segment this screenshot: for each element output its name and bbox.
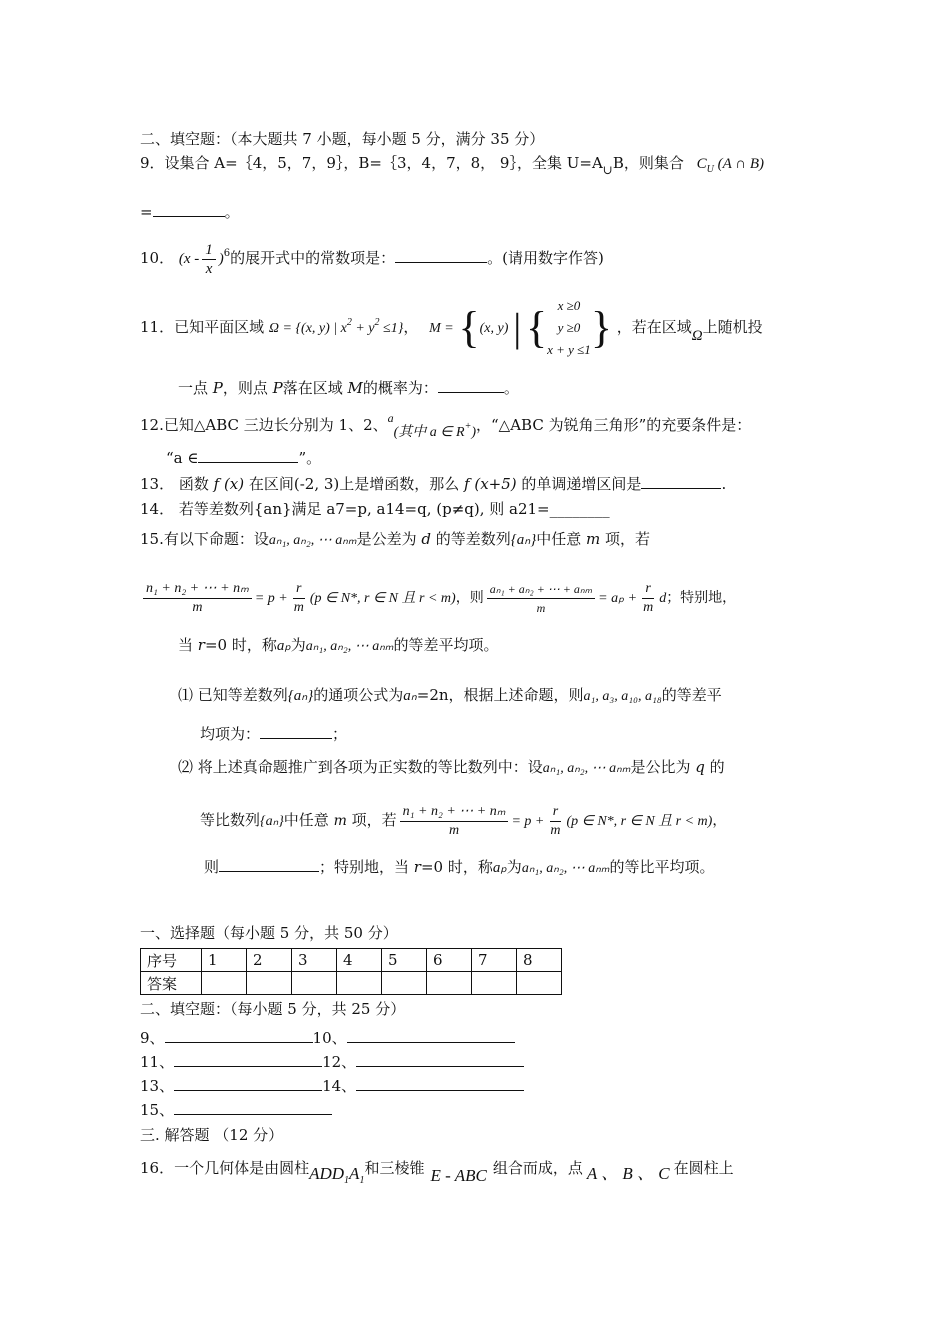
answer-cell[interactable] bbox=[427, 972, 472, 995]
answer-cell[interactable] bbox=[202, 972, 247, 995]
answer-cell[interactable] bbox=[337, 972, 382, 995]
q9-blank[interactable] bbox=[153, 200, 225, 217]
fill-row: 11、 12、 bbox=[140, 1050, 524, 1073]
q12-blank[interactable] bbox=[198, 446, 298, 463]
q11-blank[interactable] bbox=[438, 376, 504, 393]
answer-cell[interactable] bbox=[382, 972, 427, 995]
question-15-part1: ⑴ 已知等差数列{aₙ}的通项公式为aₙ=2n，根据上述命题，则a₁, a₃, a₁₀, a₁₈的等差平 bbox=[178, 686, 722, 704]
answer-table-num: 4 bbox=[337, 949, 382, 972]
answer-table-num: 6 bbox=[427, 949, 472, 972]
question-15-formula: $\frac{\text{n₁ + n₂ + ⋯ + nₘ}}{m}$ = p + $\frac{r}{m}$ (p ∈ N*, r ∈ N 且 r < m)，则 $\frac{\text{aₙ₁ + aₙ₂ + ⋯ + aₙₘ}}{m}$ = aₚ + $\frac{r}{m}$ d；特别地， bbox=[140, 578, 736, 619]
answer-table-num: 3 bbox=[292, 949, 337, 972]
answer-table bbox=[140, 948, 562, 995]
answer-cell[interactable] bbox=[472, 972, 517, 995]
q16-cylinder: $ADD_1A_1$ bbox=[309, 1164, 365, 1186]
answer-table-answer-row bbox=[141, 972, 562, 995]
question-9-answer-line: = 。 bbox=[140, 200, 240, 223]
question-15-part2: ⑵ 将上述真命题推广到各项为正实数的等比数列中：设aₙ₁, aₙ₂, ⋯ aₙₘ是公比为 q 的 bbox=[178, 758, 725, 776]
q15-2-blank[interactable] bbox=[219, 855, 319, 872]
q15-1-blank[interactable] bbox=[260, 722, 332, 739]
answer-table-header-row bbox=[141, 949, 562, 972]
section-title-fill: 二、填空题：（本大题共 7 小题，每小题 5 分，满分 35 分） bbox=[140, 130, 545, 148]
fill-blank-10[interactable] bbox=[347, 1026, 515, 1043]
q10-blank[interactable] bbox=[395, 246, 487, 263]
fill-row: 15、 bbox=[140, 1098, 332, 1121]
question-12-line2: “a ∈ ”。 bbox=[166, 446, 321, 469]
fill-row: 9、 10、 bbox=[140, 1026, 515, 1049]
answer-cell[interactable] bbox=[247, 972, 292, 995]
fill-blank-12[interactable] bbox=[356, 1050, 524, 1067]
question-10: 10． (x - $\frac{1}{x}$ )$^6$的展开式中的常数项是： 。(请用数字作答) bbox=[140, 241, 604, 277]
question-9 bbox=[140, 152, 764, 181]
question-15-part2-line2: 等比数列{aₙ}中任意 m 项，若 $\frac{\text{n₁ + n₂ + ⋯ + nₘ}}{m}$ = p + $\frac{r}{m}$ (p ∈ N*, r ∈ N 且 r < m)， bbox=[200, 803, 727, 838]
fill-blank-15[interactable] bbox=[174, 1098, 332, 1115]
q9-union: ∪ bbox=[602, 163, 613, 177]
q13-blank[interactable] bbox=[641, 472, 721, 489]
answer-cell[interactable] bbox=[517, 972, 562, 995]
answer-table-num: 7 bbox=[472, 949, 517, 972]
answer-solve-title: 三. 解答题 （12 分） bbox=[140, 1126, 284, 1144]
question-15: 15.有以下命题：设aₙ₁, aₙ₂, ⋯ aₙₘ是公差为 d 的等差数列{aₙ}中任意 m 项，若 bbox=[140, 530, 651, 548]
q9-prefix: 9．设集合 A=｛4，5，7，9｝，B=｛3，4，7，8， 9｝，全集 U=A bbox=[140, 154, 603, 172]
question-16: 16．一个几何体是由圆柱$ADD_1A_1$和三棱锥 E - ABC 组合而成，点 A 、 B 、 C 在圆柱上 bbox=[140, 1159, 734, 1186]
q11-omega-def: Ω = {(x, y) | $x^2 + y^2 \le 1$} bbox=[268, 317, 404, 336]
answer-table-num: 1 bbox=[202, 949, 247, 972]
fill-blank-9[interactable] bbox=[165, 1026, 313, 1043]
question-11: 11．已知平面区域 Ω = {(x, y) | $x^2 + y^2 \le 1$}， M = {(x, y) | { x ≥0 y ≥0 x + y ≤1 } ，若在区域Ω上随机投 bbox=[140, 290, 763, 369]
q10-fraction: $\frac{1}{x}$ bbox=[202, 241, 216, 278]
answer-choice-title: 一、选择题（每小题 5 分，共 50 分） bbox=[140, 924, 398, 942]
answer-fill-title: 二、填空题：（每小题 5 分，共 25 分） bbox=[140, 1000, 406, 1018]
question-15-line3: 当 r=0 时，称aₚ为aₙ₁, aₙ₂, ⋯ aₙₘ的等差平均项。 bbox=[178, 636, 499, 654]
q9-complement: $C_U$ (A ∩ B) bbox=[696, 156, 765, 175]
question-11-line2: 一点 P，则点 P落在区域 M的概率为： 。 bbox=[178, 376, 519, 399]
q11-constraints: x ≥0 y ≥0 x + y ≤1 bbox=[547, 298, 591, 357]
answer-table-num: 8 bbox=[517, 949, 562, 972]
answer-cell[interactable] bbox=[292, 972, 337, 995]
q9-mid: B，则集合 bbox=[612, 154, 684, 172]
question-15-part1-line2: 均项为： ； bbox=[200, 722, 347, 745]
answer-table-num: 2 bbox=[247, 949, 292, 972]
fill-row: 13、 14、 bbox=[140, 1074, 524, 1097]
question-14: 14． 若等差数列{an}满足 a7=p, a14=q, (p≠q), 则 a21=________ bbox=[140, 500, 610, 518]
fill-blank-14[interactable] bbox=[356, 1074, 524, 1091]
question-12: 12.已知△ABC 三边长分别为 1、2、$^a$(其中 a ∈ R+)，“△ABC 为锐角三角形”的充要条件是： bbox=[140, 411, 752, 440]
fill-blank-11[interactable] bbox=[174, 1050, 322, 1067]
fill-blank-13[interactable] bbox=[174, 1074, 322, 1091]
answer-table-answer-label: 答案 bbox=[141, 972, 202, 995]
question-15-part2-line3: 则 ；特别地，当 r=0 时，称aₚ为aₙ₁, aₙ₂, ⋯ aₙₘ的等比平均项。 bbox=[204, 852, 715, 884]
answer-table-header-label: 序号 bbox=[141, 949, 202, 972]
question-13: 13． 函数 f (x) 在区间(-2, 3)上是增函数，那么 f (x+5) 的单调递增区间是 . bbox=[140, 472, 726, 495]
answer-table-num: 5 bbox=[382, 949, 427, 972]
